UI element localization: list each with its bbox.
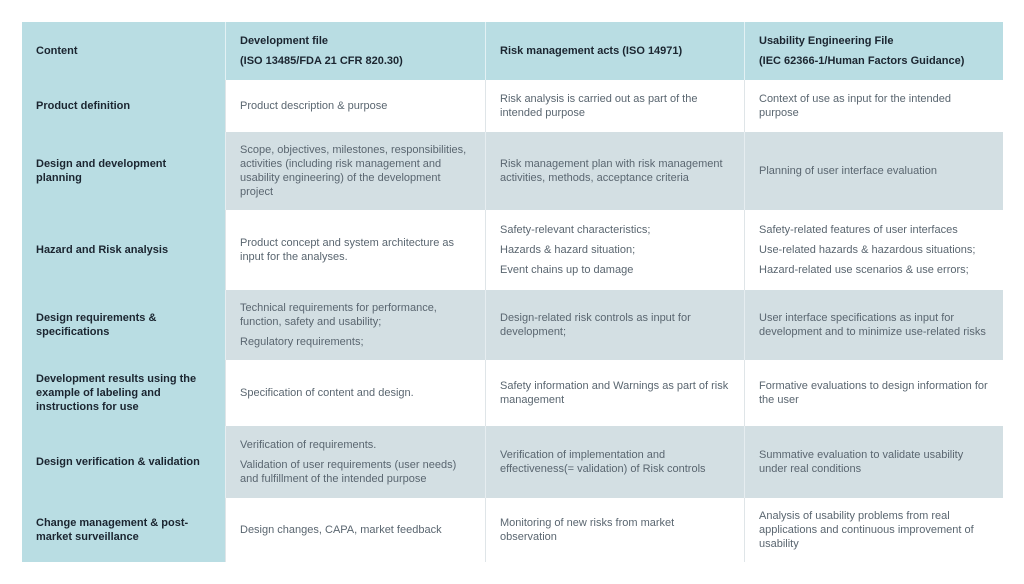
cell-text: Regulatory requirements; <box>240 336 364 348</box>
comparison-table <box>22 22 1003 562</box>
cell-risk <box>485 132 744 210</box>
cell-text: Event chains up to damage <box>500 264 634 276</box>
cell-use <box>744 80 1003 132</box>
cell-dev <box>225 360 485 426</box>
cell-text: Safety-relevant characteristics; <box>500 224 651 236</box>
header-dev-title: Development file <box>240 35 329 47</box>
cell-text: Summative evaluation to validate usability under real conditions <box>759 449 964 475</box>
cell-use <box>744 210 1003 290</box>
cell-dev <box>225 290 485 360</box>
cell-risk <box>485 80 744 132</box>
cell-text: Monitoring of new risks from market observation <box>500 517 675 543</box>
cell-text: Verification of implementation and effectiveness(= validation) of Risk controls <box>500 449 706 475</box>
cell-use <box>744 132 1003 210</box>
cell-text: Product concept and system architecture as input for the analyses. <box>240 237 454 263</box>
row-head-label: Change management & post-market surveillance <box>36 517 189 543</box>
cell-text: Use-related hazards & hazardous situations; <box>759 244 976 256</box>
row-head-label: Design requirements & specifications <box>36 312 157 338</box>
cell-use <box>744 498 1003 562</box>
cell-dev <box>225 132 485 210</box>
cell-text: Validation of user requirements (user needs) and fulfillment of the intended purpose <box>240 459 457 485</box>
cell-text: Product description & purpose <box>240 100 388 112</box>
row-head-label: Hazard and Risk analysis <box>36 244 169 256</box>
row-head-design-planning <box>22 132 225 210</box>
cell-text: Verification of requirements. <box>240 439 377 451</box>
cell-text: Planning of user interface evaluation <box>759 165 937 177</box>
header-usability-file <box>744 22 1003 80</box>
cell-use <box>744 290 1003 360</box>
cell-dev <box>225 498 485 562</box>
header-development-file <box>225 22 485 80</box>
header-use-standard: (IEC 62366-1/Human Factors Guidance) <box>759 55 965 67</box>
cell-risk <box>485 498 744 562</box>
cell-risk <box>485 210 744 290</box>
header-dev-standard: (ISO 13485/FDA 21 CFR 820.30) <box>240 55 403 67</box>
header-content-label: Content <box>36 45 78 57</box>
cell-text: Safety information and Warnings as part of risk management <box>500 380 729 406</box>
cell-dev <box>225 210 485 290</box>
cell-text: Scope, objectives, milestones, responsibilities, activities (including risk management and usability engineering) of the development project <box>240 144 467 198</box>
row-head-label: Design verification & validation <box>36 456 200 468</box>
row-head-label: Design and development planning <box>36 158 167 184</box>
cell-use <box>744 360 1003 426</box>
cell-text: User interface specifications as input for development and to minimize use-related risks <box>759 312 986 338</box>
cell-risk <box>485 426 744 498</box>
row-head-label: Development results using the example of labeling and instructions for use <box>36 373 197 413</box>
cell-text: Specification of content and design. <box>240 387 414 399</box>
cell-use <box>744 426 1003 498</box>
cell-risk <box>485 290 744 360</box>
row-head-design-requirements <box>22 290 225 360</box>
header-risk-title: Risk management acts (ISO 14971) <box>500 45 683 57</box>
row-head-verification-validation <box>22 426 225 498</box>
header-use-title: Usability Engineering File <box>759 35 894 47</box>
header-content <box>22 22 225 80</box>
row-head-label: Product definition <box>36 100 131 112</box>
cell-text: Hazards & hazard situation; <box>500 244 636 256</box>
row-head-product-definition <box>22 80 225 132</box>
cell-dev <box>225 426 485 498</box>
cell-risk <box>485 360 744 426</box>
cell-text: Formative evaluations to design information for the user <box>759 380 988 406</box>
row-head-hazard-risk-analysis <box>22 210 225 290</box>
cell-text: Risk analysis is carried out as part of the intended purpose <box>500 93 698 119</box>
cell-text: Safety-related features of user interfaces <box>759 224 958 236</box>
cell-text: Design changes, CAPA, market feedback <box>240 524 442 536</box>
header-risk-management <box>485 22 744 80</box>
cell-text: Hazard-related use scenarios & use errors; <box>759 264 969 276</box>
row-head-development-results <box>22 360 225 426</box>
cell-text: Risk management plan with risk management activities, methods, acceptance criteria <box>500 158 723 184</box>
row-head-change-management <box>22 498 225 562</box>
cell-dev <box>225 80 485 132</box>
cell-text: Technical requirements for performance, function, safety and usability; <box>240 302 437 328</box>
cell-text: Context of use as input for the intended purpose <box>759 93 952 119</box>
cell-text: Analysis of usability problems from real applications and continuous improvement of usability <box>759 510 974 550</box>
cell-text: Design-related risk controls as input for development; <box>500 312 691 338</box>
